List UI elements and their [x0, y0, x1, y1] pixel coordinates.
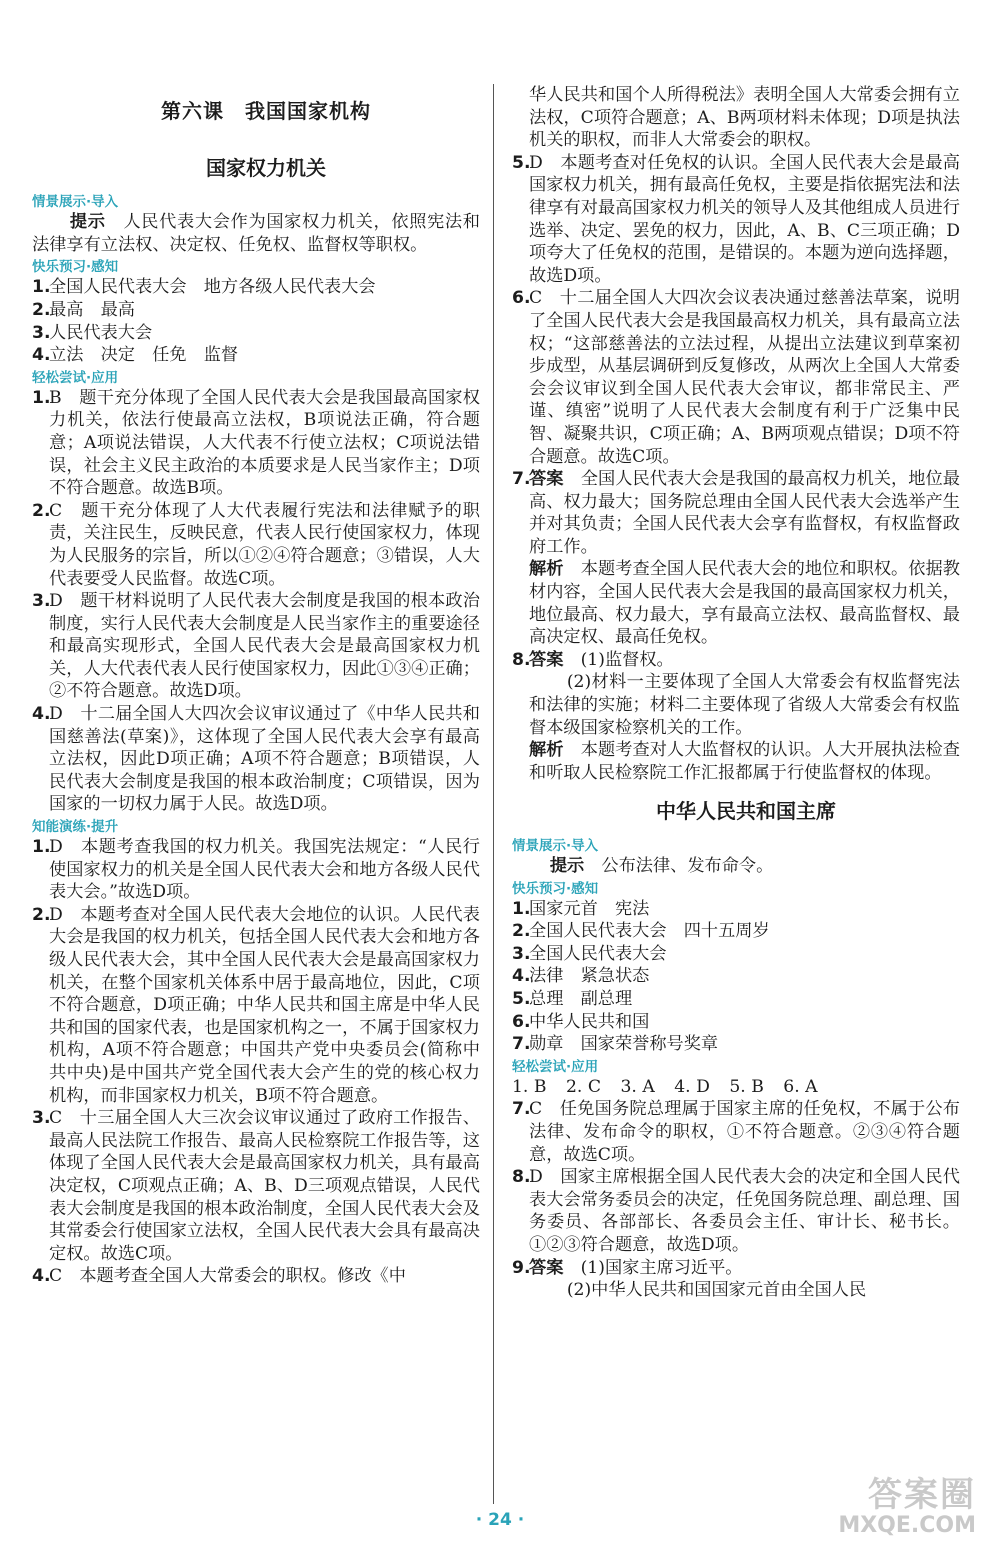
list-item: 7. 勋章 国家荣誉称号奖章 [512, 1034, 719, 1055]
inline-answer: 4. D [674, 1076, 710, 1097]
analysis-text: 解析 本题考查对人大监督权的认识。人大开展执法检查和听取人民检察院工作汇报都属于行使监督权的体现。 [529, 740, 960, 783]
lesson-title: 第六课 我国国家机构 [161, 99, 371, 123]
list-item: 6. C 十二届全国人大四次会议表决通过慈善法草案，说明了全国人民代表大会是我国最高权力机关，具有最高立法权；“这部慈善法的立法过程，从提出立法建议到草案初步成型，从基层调研到反复修改，从两次上全国人大常委会会议审议到全国人民代表大会审议，都非常民主、严谨、缜密”说明了人民代表大会制度有利于广泛集中民智、凝聚共识，C项正确；A、B两项观点错误；D项不符合题意。故选C项。 [512, 288, 960, 467]
continued-text: 华人民共和国个人所得税法》表明全国人大常委会拥有立法权，C项符合题意；A、B两项材料未体现；D项是执法机关的职权，而非人大常委会的职权。 [529, 85, 960, 151]
section-title-president: 中华人民共和国主席 [656, 799, 836, 824]
column-divider [493, 84, 494, 1504]
analysis-label: 解析 [529, 740, 564, 761]
list-item: 6. 中华人民共和国 [512, 1011, 650, 1032]
preview-header: 快乐预习·感知 [512, 880, 599, 897]
inline-answer: 3. A [620, 1076, 655, 1097]
watermark-logo [838, 1476, 976, 1538]
list-item: 2. C 题干充分体现了人大代表履行宪法和法律赋予的职责，关注民生，反映民意，代表人民行使国家权力，体现为人民服务的宗旨，所以①②④符合题意；③错误，人大代表要受人民监督。故选C项。 [32, 500, 480, 589]
inline-answer: 5. B [729, 1076, 764, 1097]
answer-label: 答案 [529, 469, 564, 490]
list-item: 5. 总理 副总理 [512, 988, 633, 1009]
hint-text: 公布法律、发布命令。 [601, 856, 774, 876]
page-number: · 24 · [475, 1510, 525, 1530]
inline-answer: 6. A [783, 1076, 818, 1097]
analysis-text: 解析 本题考查全国人民代表大会的地位和职权。依据教材内容，全国人民代表大会是我国的最高国家权力机关，地位最高、权力最大，享有最高立法权、最高监督权、最高决定权、最高任免权。 [529, 559, 960, 648]
intro-header: 情景展示·导入 [32, 194, 119, 211]
right-column [512, 84, 960, 1302]
hint-text: 人民代表大会作为国家权力机关，依照宪法和法律享有立法权、决定权、任免权、监督权等职权。 [32, 212, 480, 255]
answer-part: (2)中华人民共和国国家元首由全国人民 [566, 1280, 867, 1301]
list-item: 9. 答案 (1)国家主席习近平。 [512, 1257, 743, 1278]
intro-text [512, 855, 960, 878]
list-item: 3. C 十三届全国人大三次会议审议通过了政府工作报告、最高人民法院工作报告、最高人民检察院工作报告等，这体现了全国人民代表大会是最高国家权力机关，具有最高决定权，C项观点正确；A、B、D三项观点错误，人民代表大会制度是我国的根本政治制度，全国人民代表大会及其常委会行使国家立法权，全国人民代表大会具有最高决定权。故选C项。 [32, 1108, 480, 1264]
list-item: 2. D 本题考查对全国人民代表大会地位的认识。人民代表大会是我国的权力机关，包括全国人民代表大会和地方各级人民代表大会，其中全国人民代表大会是最高国家权力机关，在整个国家机关体系中居于最高地位，因此，C项不符合题意，D项正确；中华人民共和国主席是中华人民共和国的国家代表，也是国家机构之一，不属于国家权力机构，A项不符合题意；中国共产党中央委员会(简称中共中央)是中国共产党全国代表大会产生的党的核心权力机构，而非国家权力机关，B项不符合题意。 [32, 904, 480, 1106]
list-item: 4. D 十二届全国人大四次会议审议通过了《中华人民共和国慈善法(草案)》，这体现了全国人民代表大会享有最高立法权，因此D项正确；A项不符合题意；B项错误，人民代表大会制度是我国的根本政治制度；C项错误，因为国家的一切权力属于人民。故选D项。 [32, 704, 480, 815]
list-item: 5. D 本题考查对任免权的认识。全国人民代表大会是最高国家权力机关，拥有最高任免权，主要是指依据宪法和法律享有对最高国家权力机关的领导人及其他组成人员进行选举、决定、罢免的权力，因此，A、B、C三项正确；D项夸大了任免权的范围，是错误的。本题为逆向选择题，故选D项。 [512, 152, 960, 286]
hint-label: 提示 [69, 212, 106, 233]
list-item: 1. 全国人民代表大会 地方各级人民代表大会 [32, 277, 376, 298]
intro-header: 情景展示·导入 [512, 838, 599, 854]
section-title-power-organs: 国家权力机关 [206, 155, 326, 180]
answer-label: 答案 [529, 1257, 564, 1278]
list-item: 3. D 题干材料说明了人民代表大会制度是我国的根本政治制度，实行人民代表大会制度是人民当家作主的重要途径和最高实现形式，全国人民代表大会是最高国家权力机关，人大代表代表人民行使国家权力，因此①③④正确；②不符合题意。故选D项。 [32, 591, 480, 702]
try-header: 轻松尝试·应用 [32, 369, 119, 386]
list-item: 1. D 本题考查我国的权力机关。我国宪法规定：“人民行使国家权力的机关是全国人民代表大会和地方各级人民代表大会。”故选D项。 [32, 837, 480, 903]
answer-label: 答案 [529, 649, 564, 670]
list-item: 2. 全国人民代表大会 四十五周岁 [512, 921, 770, 942]
inline-answer: 2. C [565, 1076, 601, 1097]
watermark-logo-text: 答案圈 [868, 1475, 976, 1515]
practice-header: 知能演练·提升 [32, 819, 119, 836]
intro-text [32, 211, 480, 256]
list-item: 4. C 本题考查全国人大常委会的职权。修改《中 [32, 1266, 406, 1287]
list-item: 1. B 题干充分体现了全国人民代表大会是我国最高国家权力机关，依法行使最高立法权，B项说法正确，符合题意；A项说法错误，人大代表不行使立法权；C项说法错误，社会主义民主政治的本质要求是人民当家作主；D项不符合题意。故选B项。 [32, 387, 480, 499]
watermark-site: MXQE.COM [838, 1513, 976, 1538]
list-item: 3. 人民代表大会 [32, 322, 153, 343]
inline-answer: 1. B [512, 1076, 547, 1097]
list-item: 2. 最高 最高 [32, 299, 135, 320]
answer-part: (2)材料一主要体现了全国人大常委会有权监督宪法和法律的实施；材料二主要体现了省级人大常委会有权监督本级国家检察机关的工作。 [529, 672, 960, 738]
list-item: 3. 全国人民代表大会 [512, 943, 667, 964]
list-item: 1. 国家元首 宪法 [512, 898, 650, 919]
hint-label: 提示 [549, 856, 585, 876]
list-item: 8. D 国家主席根据全国人民代表大会的决定和全国人民代表大会常务委员会的决定，任免国务院总理、副总理、国务委员、各部部长、各委员会主任、审计长、秘书长。①②③符合题意，故选D项。 [512, 1167, 960, 1255]
list-item: 4. 立法 决定 任免 监督 [32, 345, 239, 366]
list-item: 8. 答案 (1)监督权。 [512, 649, 674, 670]
analysis-label: 解析 [529, 559, 564, 580]
list-item: 4. 法律 紧急状态 [512, 966, 650, 987]
inline-answers [512, 1076, 960, 1099]
preview-header: 快乐预习·感知 [32, 259, 119, 276]
list-item: 7. C 任免国务院总理属于国家主席的任免权，不属于公布法律、发布命令的职权，①不符合题意。②③④符合题意，故选C项。 [512, 1099, 960, 1165]
list-item: 7. 答案 全国人民代表大会是我国的最高权力机关，地位最高、权力最大；国务院总理由全国人民代表大会选举产生并对其负责；全国人民代表大会享有监督权，有权监督政府工作。 [512, 469, 960, 557]
left-column [32, 88, 480, 1288]
try-header: 轻松尝试·应用 [512, 1058, 599, 1075]
